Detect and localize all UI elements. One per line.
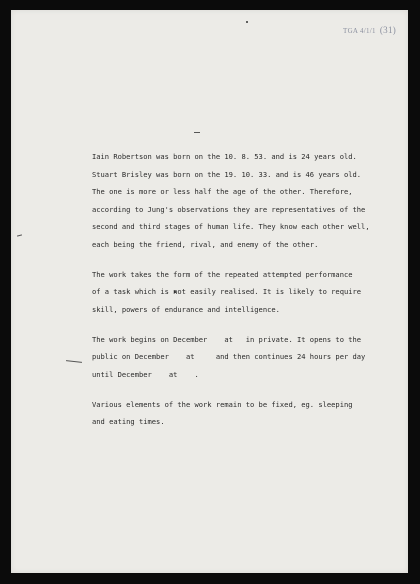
paragraph-2: [92, 266, 382, 319]
pen-mark: [66, 360, 82, 363]
text-line: of a task which is not easily realised. It is likely to require: [92, 287, 362, 296]
text-line: skill, powers of endurance and intelligence.: [92, 304, 280, 314]
text-line: according to Jung's observations they are representatives of the: [92, 204, 366, 214]
text-line: The work begins on December at in private. It opens to the: [92, 334, 362, 344]
text-line: Stuart Brisley was born on the 19. 10. 33. and is 46 years old.: [92, 169, 362, 179]
text-line: each being the friend, rival, and enemy of the other.: [92, 239, 319, 249]
archive-reference: [343, 25, 396, 35]
pen-mark: [194, 132, 200, 133]
text-line: public on December at and then continues 24 hours per day: [92, 352, 366, 361]
pen-mark: [17, 234, 22, 236]
page-number: (31): [379, 25, 397, 35]
paper-speck: [246, 21, 248, 23]
typed-body: [92, 148, 382, 443]
paragraph-3: [92, 331, 382, 384]
paragraph-1: [92, 148, 382, 253]
text-line: and eating times.: [92, 417, 165, 426]
text-line: until December at .: [92, 369, 199, 379]
text-line: Various elements of the work remain to be fixed, eg. sleeping: [92, 399, 353, 409]
text-line: second and third stages of human life. They know each other well,: [92, 222, 370, 231]
paragraph-4: [92, 396, 382, 431]
text-line: The work takes the form of the repeated attempted performance: [92, 269, 353, 279]
document-page: [11, 10, 408, 573]
archive-ref-code: TGA 4/1/1: [343, 27, 376, 35]
text-line: The one is more or less half the age of the other. Therefore,: [92, 187, 353, 196]
text-line: Iain Robertson was born on the 10. 8. 53. and is 24 years old.: [92, 152, 357, 161]
